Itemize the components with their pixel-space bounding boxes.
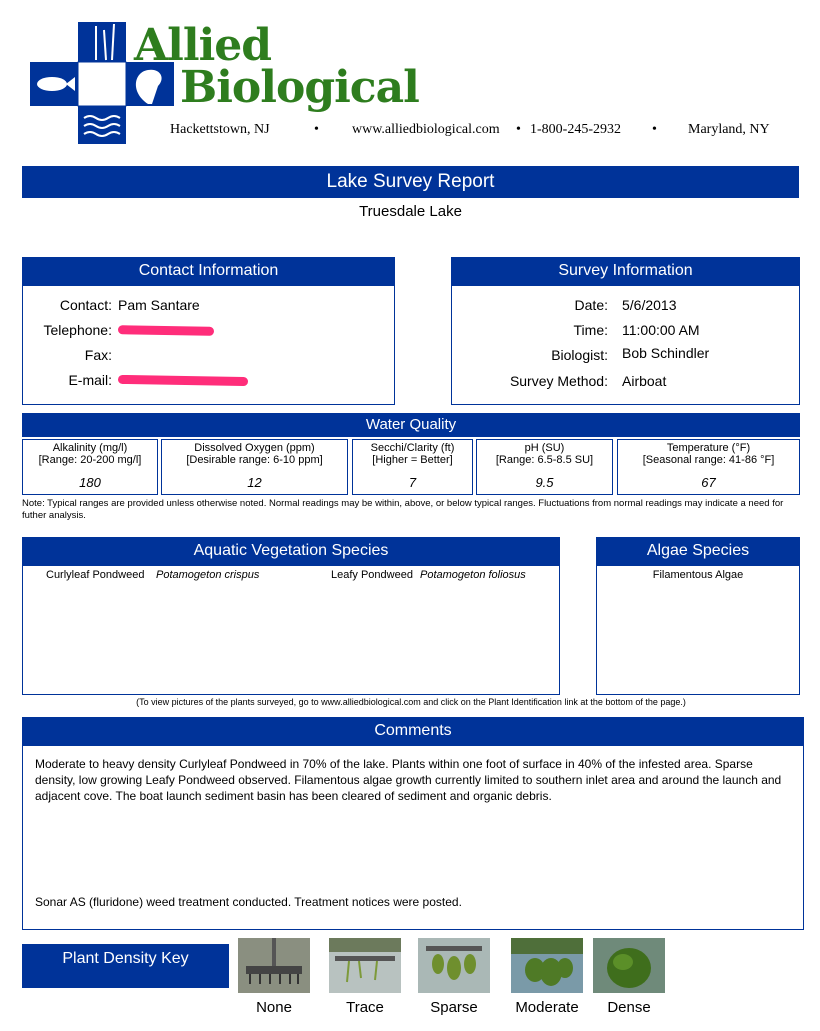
wq-value: 67 <box>701 475 716 490</box>
density-moderate-photo <box>511 938 583 993</box>
density-sparse-photo <box>418 938 490 993</box>
method-value: Airboat <box>622 373 667 389</box>
plant-pictures-note: (To view pictures of the plants surveyed, go to www.alliedbiological.com and click on the Plant Identification link at the bottom of the page.) <box>136 697 686 707</box>
wq-cell-ph <box>476 439 613 495</box>
wq-value: 9.5 <box>535 475 554 490</box>
species-common: Leafy Pondweed <box>331 569 413 581</box>
density-level-moderate: Moderate <box>515 999 579 1016</box>
wq-range: [Desirable range: 6-10 ppm] <box>186 454 323 466</box>
algae-title-bar <box>597 538 799 566</box>
water-quality-note: Note: Typical ranges are provided unless otherwise noted. Normal readings may be within, above, or below typical ranges. Fluctuations from normal readings may indicate a need for futher analysis. <box>22 498 784 521</box>
vegetation-title: Aquatic Vegetation Species <box>193 542 389 559</box>
density-level-sparse: Sparse <box>430 999 478 1016</box>
brand-line1: Allied <box>134 20 272 71</box>
water-quality-title-bar <box>22 413 800 437</box>
density-level-dense: Dense <box>607 999 651 1016</box>
header-website-link[interactable]: www.alliedbiological.com <box>352 122 500 137</box>
header-bullet: • <box>314 122 319 137</box>
email-label: E-mail: <box>68 372 112 388</box>
comments-text: Moderate to heavy density Curlyleaf Pondweed in 70% of the lake. Plants within one foot of surface in 40% of the infested area. Sparse density, low growing Leafy Pondweed observed. Filamentous algae growth currently limited to southern inlet area and around the launch and adjacent cove. The boat launch sediment basin has been cleared of sediment and organic debris. <box>35 757 782 803</box>
brand-line2: Biological <box>180 62 419 113</box>
contact-title-bar <box>23 258 394 286</box>
water-quality-title: Water Quality <box>365 416 457 433</box>
lake-name: Truesdale Lake <box>359 203 462 220</box>
telephone-label: Telephone: <box>43 322 112 338</box>
density-key-title-bar <box>22 944 229 988</box>
contact-title: Contact Information <box>138 262 279 279</box>
algae-title: Algae Species <box>646 542 750 559</box>
header-location-nj: Hackettstown, NJ <box>170 122 270 137</box>
density-dense-photo <box>593 938 665 993</box>
fax-label: Fax: <box>84 347 112 363</box>
method-label: Survey Method: <box>509 373 608 389</box>
header-bullet: • <box>516 122 521 137</box>
wq-cell-alkalinity <box>22 439 158 495</box>
header-bullet: • <box>652 122 657 137</box>
report-title-bar <box>22 166 799 198</box>
wq-value: 7 <box>408 475 417 490</box>
wq-value: 12 <box>247 475 262 490</box>
density-level-none: None <box>256 999 292 1016</box>
species-common: Curlyleaf Pondweed <box>46 569 145 581</box>
time-value: 11:00:00 AM <box>622 322 700 338</box>
date-label: Date: <box>574 297 608 313</box>
contact-value: Pam Santare <box>118 297 200 313</box>
wq-label: Temperature (°F) <box>666 442 751 454</box>
survey-title: Survey Information <box>558 262 693 279</box>
biologist-value: Bob Schindler <box>622 345 710 361</box>
wq-label: Alkalinity (mg/l) <box>52 442 128 454</box>
wq-cell-secchi <box>352 439 473 495</box>
density-none-photo <box>238 938 310 993</box>
comments-title: Comments <box>374 722 452 739</box>
header-location-ny: Maryland, NY <box>688 122 770 137</box>
wq-cell-temperature <box>617 439 800 495</box>
wq-cell-dissolved-oxygen <box>161 439 348 495</box>
algae-species: Filamentous Algae <box>652 569 744 581</box>
wq-label: pH (SU) <box>524 442 565 454</box>
wq-range: [Range: 6.5-8.5 SU] <box>495 454 594 466</box>
header-phone: 1-800-245-2932 <box>530 122 621 137</box>
comments-title-bar <box>23 718 803 746</box>
wq-label: Secchi/Clarity (ft) <box>370 442 455 454</box>
treatment-text: Sonar AS (fluridone) weed treatment conducted. Treatment notices were posted. <box>35 895 462 909</box>
density-level-trace: Trace <box>346 999 384 1016</box>
date-value: 5/6/2013 <box>622 297 677 313</box>
species-latin: Potamogeton crispus <box>156 569 260 581</box>
algae-panel <box>596 537 800 695</box>
species-latin: Potamogeton foliosus <box>420 569 526 581</box>
wq-range: [Range: 20-200 mg/l] <box>38 454 142 466</box>
contact-label: Contact: <box>59 297 112 313</box>
report-title: Lake Survey Report <box>326 171 495 192</box>
wq-range: [Higher = Better] <box>372 454 453 466</box>
biologist-label: Biologist: <box>551 347 608 363</box>
wq-value: 180 <box>79 475 101 490</box>
vegetation-title-bar <box>23 538 559 566</box>
wq-range: [Seasonal range: 41-86 °F] <box>642 454 775 466</box>
telephone-redaction <box>118 325 214 336</box>
survey-title-bar <box>452 258 799 286</box>
wq-label: Dissolved Oxygen (ppm) <box>194 442 315 454</box>
time-label: Time: <box>573 322 608 338</box>
vegetation-panel <box>22 537 560 695</box>
density-key-title: Plant Density Key <box>62 950 189 967</box>
density-trace-photo <box>329 938 401 993</box>
